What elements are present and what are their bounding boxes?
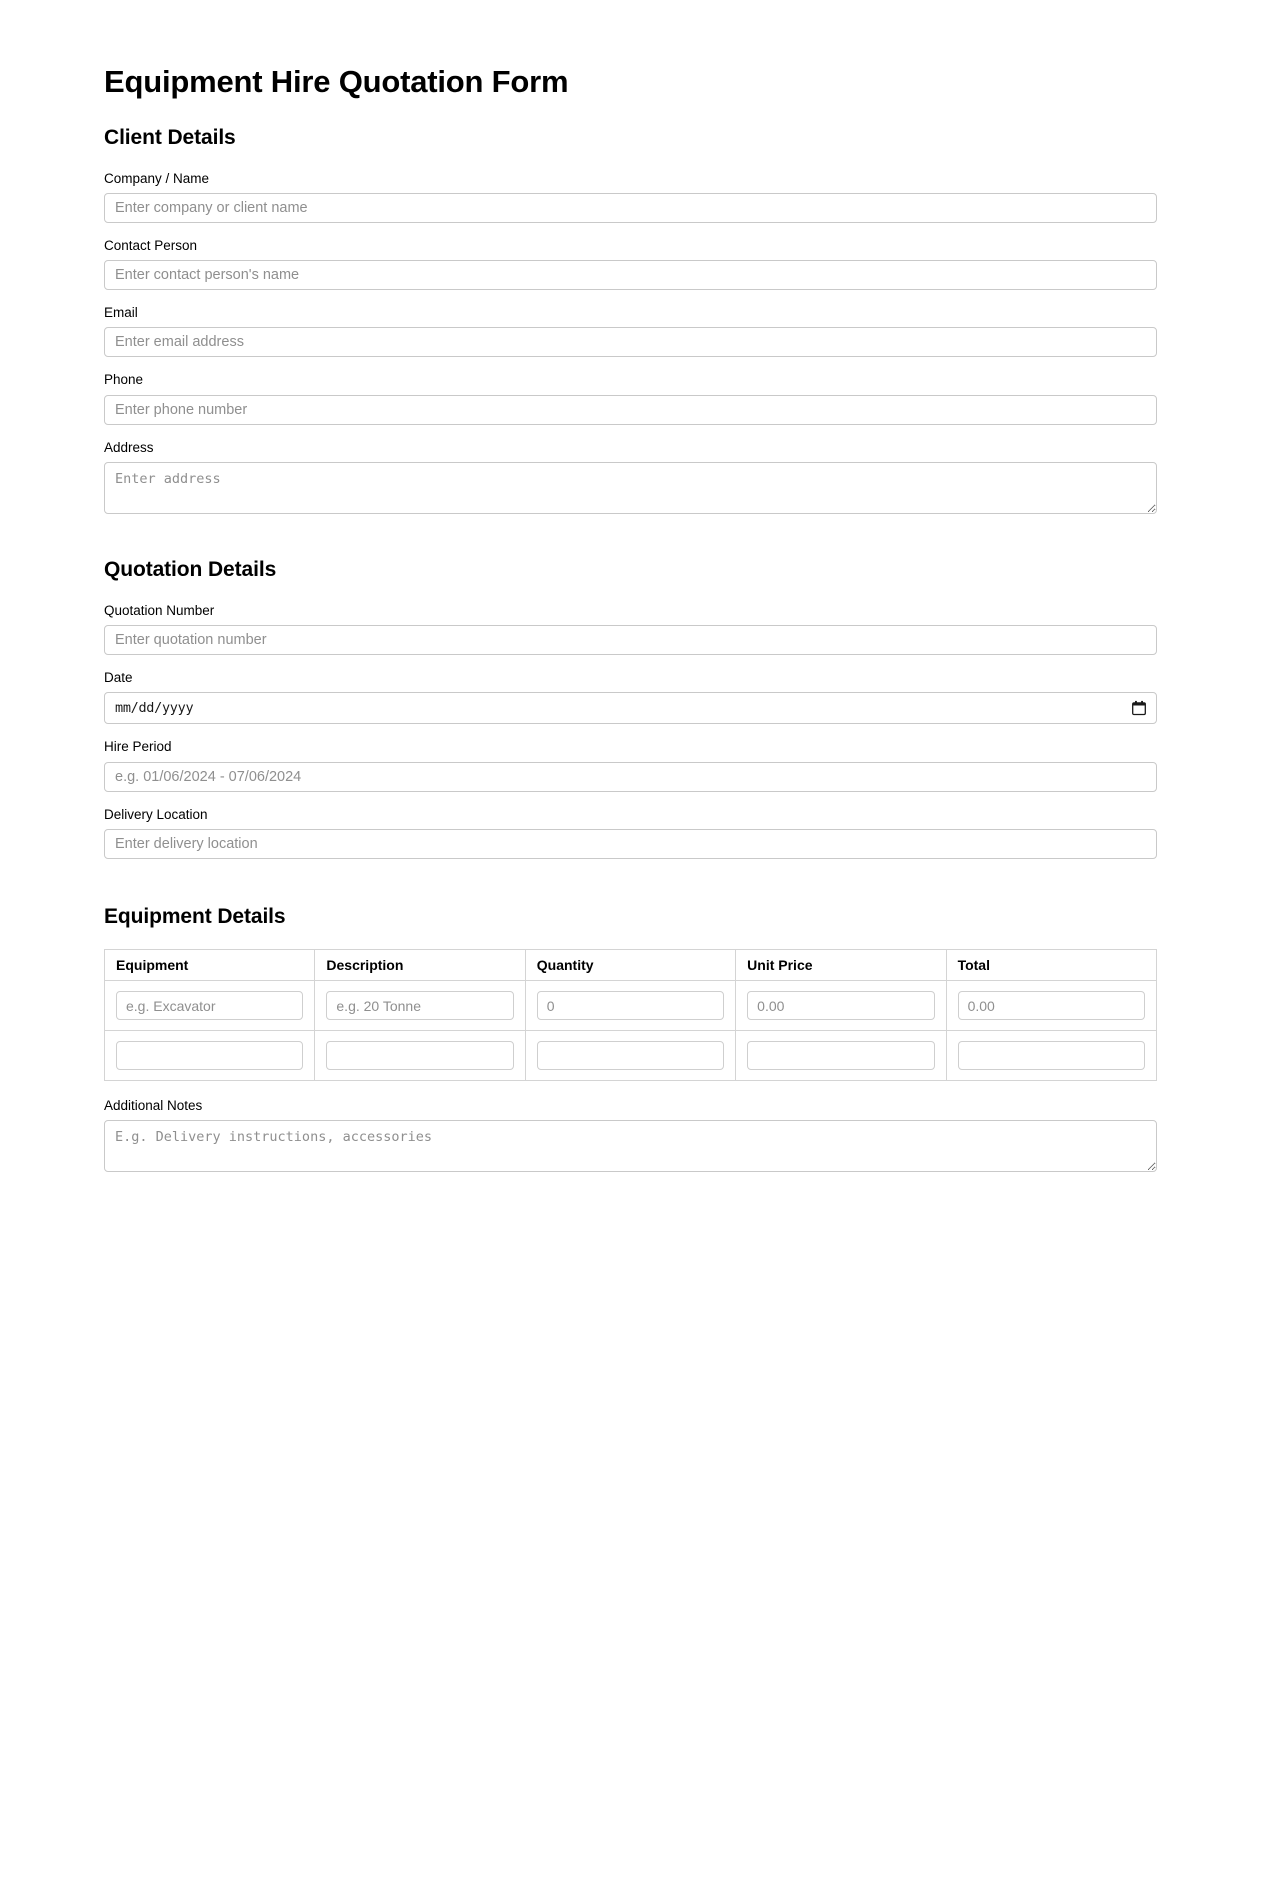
client-details-heading: Client Details [104, 125, 236, 149]
field-hire-period [104, 738, 1157, 791]
label-quotation-number: Quotation Number [104, 603, 215, 619]
label-additional-notes: Additional Notes [104, 1098, 203, 1114]
column-header-description: Description [315, 950, 525, 981]
quotation-number-input[interactable] [104, 625, 1157, 655]
field-delivery-location [104, 806, 1157, 859]
delivery-location-input[interactable] [104, 829, 1157, 859]
label-date: Date [104, 670, 133, 686]
equipment-input-row2[interactable] [116, 1041, 303, 1070]
label-address: Address [104, 439, 154, 455]
cell-total [946, 981, 1156, 1031]
additional-notes-textarea[interactable] [104, 1120, 1157, 1172]
contact-person-input[interactable] [104, 260, 1157, 290]
equipment-table-body [105, 981, 1157, 1081]
equipment-details-section [104, 905, 1157, 1172]
field-email [104, 304, 1157, 357]
equipment-table [104, 949, 1157, 1081]
cell-equipment [105, 981, 315, 1031]
label-phone: Phone [104, 372, 144, 388]
cell-quantity [525, 981, 735, 1031]
company-name-input[interactable] [104, 193, 1157, 223]
column-header-quantity: Quantity [525, 950, 735, 981]
label-email: Email [104, 305, 138, 321]
field-quotation-number [104, 602, 1157, 655]
cell-unit-price [736, 1031, 946, 1081]
page-title: Equipment Hire Quotation Form [104, 64, 569, 99]
field-contact-person [104, 237, 1157, 290]
equipment-table-head [105, 950, 1157, 981]
equipment-details-heading: Equipment Details [104, 904, 286, 928]
field-phone [104, 371, 1157, 424]
quantity-input-row1[interactable] [537, 991, 724, 1020]
total-input-row1[interactable] [958, 991, 1145, 1020]
total-input-row2[interactable] [958, 1041, 1145, 1070]
date-input-wrapper [104, 692, 1157, 724]
label-company-name: Company / Name [104, 170, 210, 186]
cell-total [946, 1031, 1156, 1081]
cell-description [315, 1031, 525, 1081]
cell-description [315, 981, 525, 1031]
quantity-input-row2[interactable] [537, 1041, 724, 1070]
date-input[interactable] [104, 692, 1157, 724]
description-input-row2[interactable] [326, 1041, 513, 1070]
quotation-details-section [104, 558, 1157, 859]
column-header-total: Total [946, 950, 1156, 981]
hire-period-input[interactable] [104, 762, 1157, 792]
table-row [105, 981, 1157, 1031]
table-row [105, 1031, 1157, 1081]
form-content [104, 64, 1157, 1172]
field-additional-notes [104, 1097, 1157, 1172]
phone-input[interactable] [104, 395, 1157, 425]
cell-equipment [105, 1031, 315, 1081]
description-input-row1[interactable] [326, 991, 513, 1020]
field-address [104, 439, 1157, 514]
table-header-row [105, 950, 1157, 981]
unit-price-input-row2[interactable] [747, 1041, 934, 1070]
cell-unit-price [736, 981, 946, 1031]
unit-price-input-row1[interactable] [747, 991, 934, 1020]
cell-quantity [525, 1031, 735, 1081]
label-delivery-location: Delivery Location [104, 806, 208, 822]
field-company-name [104, 170, 1157, 223]
label-contact-person: Contact Person [104, 238, 198, 253]
equipment-input-row1[interactable] [116, 991, 303, 1020]
client-details-section [104, 126, 1157, 514]
quotation-details-heading: Quotation Details [104, 557, 277, 581]
column-header-unit-price: Unit Price [736, 950, 946, 981]
label-hire-period: Hire Period [104, 739, 172, 755]
field-date [104, 669, 1157, 724]
column-header-equipment: Equipment [105, 950, 315, 981]
email-input[interactable] [104, 327, 1157, 357]
address-textarea[interactable] [104, 462, 1157, 514]
